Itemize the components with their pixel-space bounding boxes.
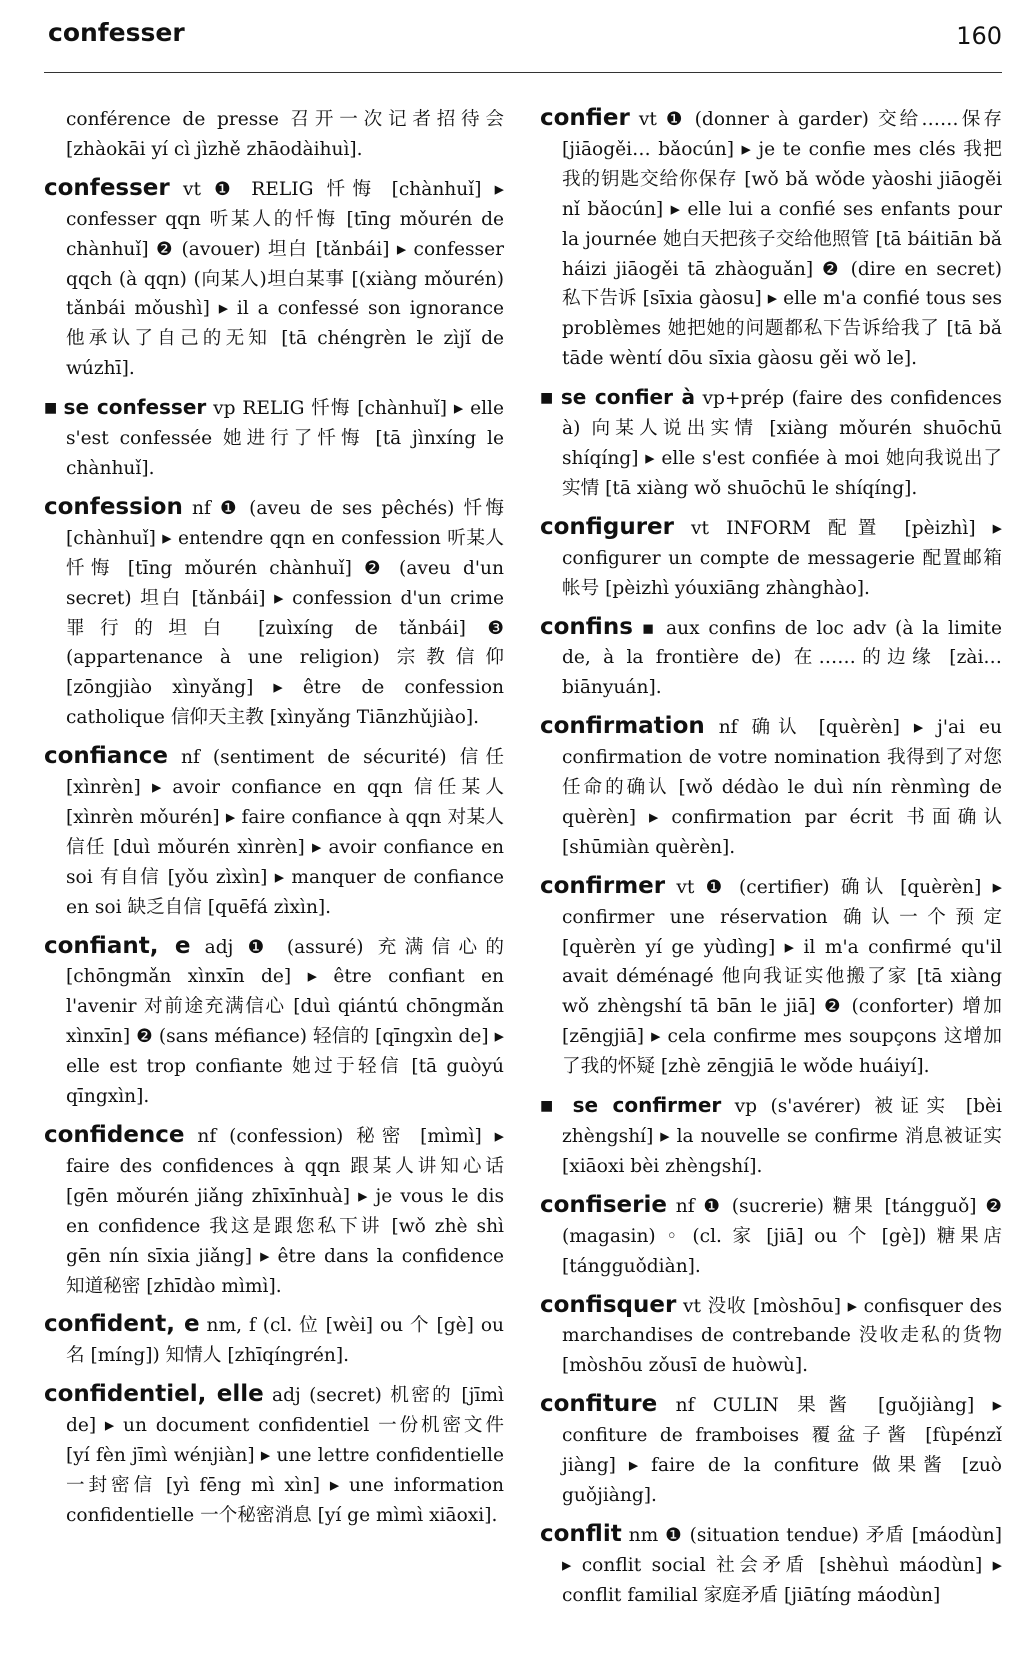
- dictionary-entry: [44, 1121, 504, 1301]
- subentry-square-marker: ■: [44, 400, 64, 417]
- entry-headword: se confirmer: [572, 1093, 722, 1118]
- entry-headword: confirmer: [540, 872, 666, 899]
- dictionary-entry: [44, 932, 504, 1112]
- entry-body: adj (secret) 机密的 [jīmì de] ▸ un document confidentiel 一份机密文件 [yí fèn jīmì wénjiàn] ▸ une lettre confidentielle 一封密信 [yì fēng mì xìn] ▸ une information confidentielle 一个秘密消息 [yí ge mìmì xiāoxi].: [66, 1385, 504, 1526]
- entry-body: nf (sentiment de sécurité) 信任 [xìnrèn] ▸ avoir confiance en qqn 信任某人 [xìnrèn mǒurén] ▸ faire confiance à qqn 对某人信任 [duì mǒurén xìnrèn] ▸ avoir confiance en soi 有自信 [yǒu zìxìn] ▸ manquer de confiance en soi 缺乏自信 [quēfá zìxìn].: [66, 747, 504, 918]
- entry-headword: confier: [540, 105, 630, 131]
- entry-headword: confisquer: [540, 1291, 677, 1318]
- entry-body: adj ❶ (assuré) 充满信心的 [chōngmǎn xìnxīn de] ▸ être confiant en l'avenir 对前途充满信心 [duì qiántú chōngmǎn xìnxīn] ❷ (sans méfiance) 轻信的 [qīngxìn de] ▸ elle est trop confiante 她过于轻信 [tā guòyú qīngxìn].: [66, 936, 505, 1108]
- entry-body: nm ❶ (situation tendue) 矛盾 [máodùn] ▸ conflit social 社会矛盾 [shèhuì máodùn] ▸ conflit familial 家庭矛盾 [jiātíng máodùn]: [562, 1524, 1002, 1606]
- dictionary-entry: [540, 1520, 1002, 1611]
- entry-headword: confident, e: [44, 1311, 200, 1338]
- entry-body: ▪ aux confins de loc adv (à la limite de, à la frontière de) 在……的边缘 [zài… biānyuán].: [562, 617, 1002, 699]
- entry-body: vp RELIG 忏悔 [chànhuǐ] ▸ elle s'est confessée 她进行了忏悔 [tā jìnxíng le chànhuǐ].: [66, 398, 504, 479]
- entry-headword: se confesser: [63, 395, 207, 420]
- dictionary-entry: [540, 1291, 1002, 1382]
- dictionary-entry: [44, 104, 504, 165]
- dictionary-entry: [540, 513, 1002, 604]
- left-column: [44, 104, 504, 1540]
- entry-headword: se confier à: [560, 385, 695, 410]
- entry-body: nf ❶ (aveu de ses pêchés) 忏悔 [chànhuǐ] ▸ entendre qqn en confession 听某人忏悔 [tīng mǒurén chànhuǐ] ❷ (aveu d'un secret) 坦白 [tǎnbái] ▸ confession d'un crime 罪行的坦白 [zuìxíng de tǎnbái] ❸ (appartenance à une religion) 宗教信仰 [zōngjiào xìnyǎng] ▸ être de confession catholique 信仰天主教 [xìnyǎng Tiānzhǔjiào].: [66, 497, 504, 729]
- dictionary-entry: [540, 613, 1002, 704]
- running-head-word: confesser: [48, 18, 185, 47]
- page-number: 160: [956, 22, 1002, 50]
- entry-headword: confirmation: [540, 713, 705, 740]
- dictionary-entry: [540, 1390, 1002, 1511]
- entry-body: nf CULIN 果酱 [guǒjiàng] ▸ confiture de framboises 覆盆子酱 [fùpénzǐ jiàng] ▸ faire de la confiture 做果酱 [zuò guǒjiàng].: [562, 1395, 1002, 1506]
- entry-headword: confession: [44, 493, 183, 520]
- dictionary-subentry: [44, 393, 504, 484]
- dictionary-entry: [44, 1380, 504, 1531]
- entry-headword: conflit: [540, 1520, 622, 1547]
- entry-headword: configurer: [540, 513, 674, 540]
- entry-headword: confidence: [44, 1122, 185, 1148]
- dictionary-entry: [44, 174, 504, 384]
- dictionary-entry: [44, 1310, 504, 1371]
- entry-headword: confiant, e: [44, 932, 191, 959]
- entry-body: nf ❶ (sucrerie) 糖果 [tángguǒ] ❷ (magasin) ◦ (cl. 家 [jiā] ou 个 [gè]) 糖果店 [tángguǒdiàn].: [562, 1195, 1002, 1277]
- entry-body: vp (s'avérer) 被证实 [bèi zhèngshí] ▸ la nouvelle se confirme 消息被证实 [xiāoxi bèi zhèngshí].: [562, 1096, 1002, 1177]
- dictionary-entry: [44, 493, 504, 733]
- entry-body: vt ❶ (certifier) 确认 [quèrèn] ▸ confirmer une réservation 确认一个预定 [quèrèn yí ge yùdìng] ▸ il m'a confirmé qu'il avait déménagé 他向我证实他搬了家 [tā xiàng wǒ zhèngshí tā bān le jiā] ❷ (conforter) 增加 [zēngjiā] ▸ cela confirme mes soupçons 这增加了我的怀疑 [zhè zēngjiā le wǒde huáiyí].: [562, 876, 1002, 1078]
- dictionary-subentry: [540, 383, 1002, 504]
- entry-body: nf 确认 [quèrèn] ▸ j'ai eu confirmation de votre nomination 我得到了对您任命的确认 [wǒ dédào le duì nín rènmìng de quèrèn] ▸ confirmation par écrit 书面确认 [shūmiàn quèrèn].: [562, 717, 1002, 858]
- dictionary-entry: [540, 104, 1002, 374]
- entry-headword: confesser: [44, 174, 170, 201]
- entry-headword: confidentiel, elle: [44, 1381, 264, 1408]
- subentry-square-marker: ■: [540, 390, 561, 407]
- dictionary-entry: [44, 742, 504, 922]
- entry-body: conférence de presse 召开一次记者招待会 [zhàokāi yí cì jìzhě zhāodàihuì].: [66, 109, 504, 160]
- header-rule: [44, 72, 1002, 73]
- entry-body: vt ❶ RELIG 忏悔 [chànhuǐ] ▸ confesser qqn 听某人的忏悔 [tīng mǒurén de chànhuǐ] ❷ (avouer) 坦白 [tǎnbái] ▸ confesser qqch (à qqn) (向某人)坦白某事 [(xiàng mǒurén) tǎnbái mǒushì] ▸ il a confessé son ignorance 他承认了自己的无知 [tā chéngrèn le zìjǐ de wúzhī].: [66, 178, 504, 380]
- entry-headword: confiture: [540, 1391, 658, 1418]
- entry-headword: confiance: [44, 743, 168, 770]
- entry-body: vt ❶ (donner à garder) 交给……保存 [jiāogěi… bǎocún] ▸ je te confie mes clés 我把我的钥匙交给你保存 [wǒ bǎ wǒde yàoshi jiāogěi nǐ bǎocún] ▸ elle lui a confié ses enfants pour la journée 她白天把孩子交给他照管 [tā báitiān bǎ háizi jiāogěi tā zhàoguǎn] ❷ (dire en secret) 私下告诉 [sīxia gàosu] ▸ elle m'a confié tous ses problèmes 她把她的问题都私下告诉给我了 [tā bǎ tāde wèntí dōu sīxia gàosu gěi wǒ le].: [562, 109, 1002, 370]
- entry-body: nm, f (cl. 位 [wèi] ou 个 [gè] ou 名 [míng]) 知情人 [zhīqíngrén].: [66, 1315, 505, 1367]
- dictionary-entry: [540, 1191, 1002, 1282]
- right-column: [540, 104, 1002, 1620]
- dictionary-entry: [540, 872, 1002, 1082]
- dictionary-entry: [540, 712, 1002, 863]
- subentry-square-marker: ■: [540, 1098, 573, 1115]
- dictionary-subentry: [540, 1091, 1002, 1182]
- entry-body: vt 没收 [mòshōu] ▸ confisquer des marchandises de contrebande 没收走私的货物 [mòshōu zǒusī de huòwù].: [562, 1295, 1002, 1377]
- entry-body: vp+prép (faire des confidences à) 向某人说出实情 [xiàng mǒurén shuōchū shíqíng] ▸ elle s'est confiée à moi 她向我说出了实情 [tā xiàng wǒ shuōchū le shíqíng].: [562, 388, 1002, 499]
- entry-body: nf (confession) 秘密 [mìmì] ▸ faire des confidences à qqn 跟某人讲知心话 [gēn mǒurén jiǎng zhīxīnhuà] ▸ je vous le dis en confidence 我这是跟您私下讲 [wǒ zhè shì gēn nín sīxia jiǎng] ▸ être dans la confidence 知道秘密 [zhīdào mìmì].: [66, 1126, 504, 1297]
- entry-headword: confins: [540, 613, 633, 640]
- entry-headword: confiserie: [540, 1191, 667, 1218]
- entry-body: vt INFORM 配置 [pèizhì] ▸ configurer un compte de messagerie 配置邮箱帐号 [pèizhì yóuxiāng zhànghào].: [562, 517, 1002, 599]
